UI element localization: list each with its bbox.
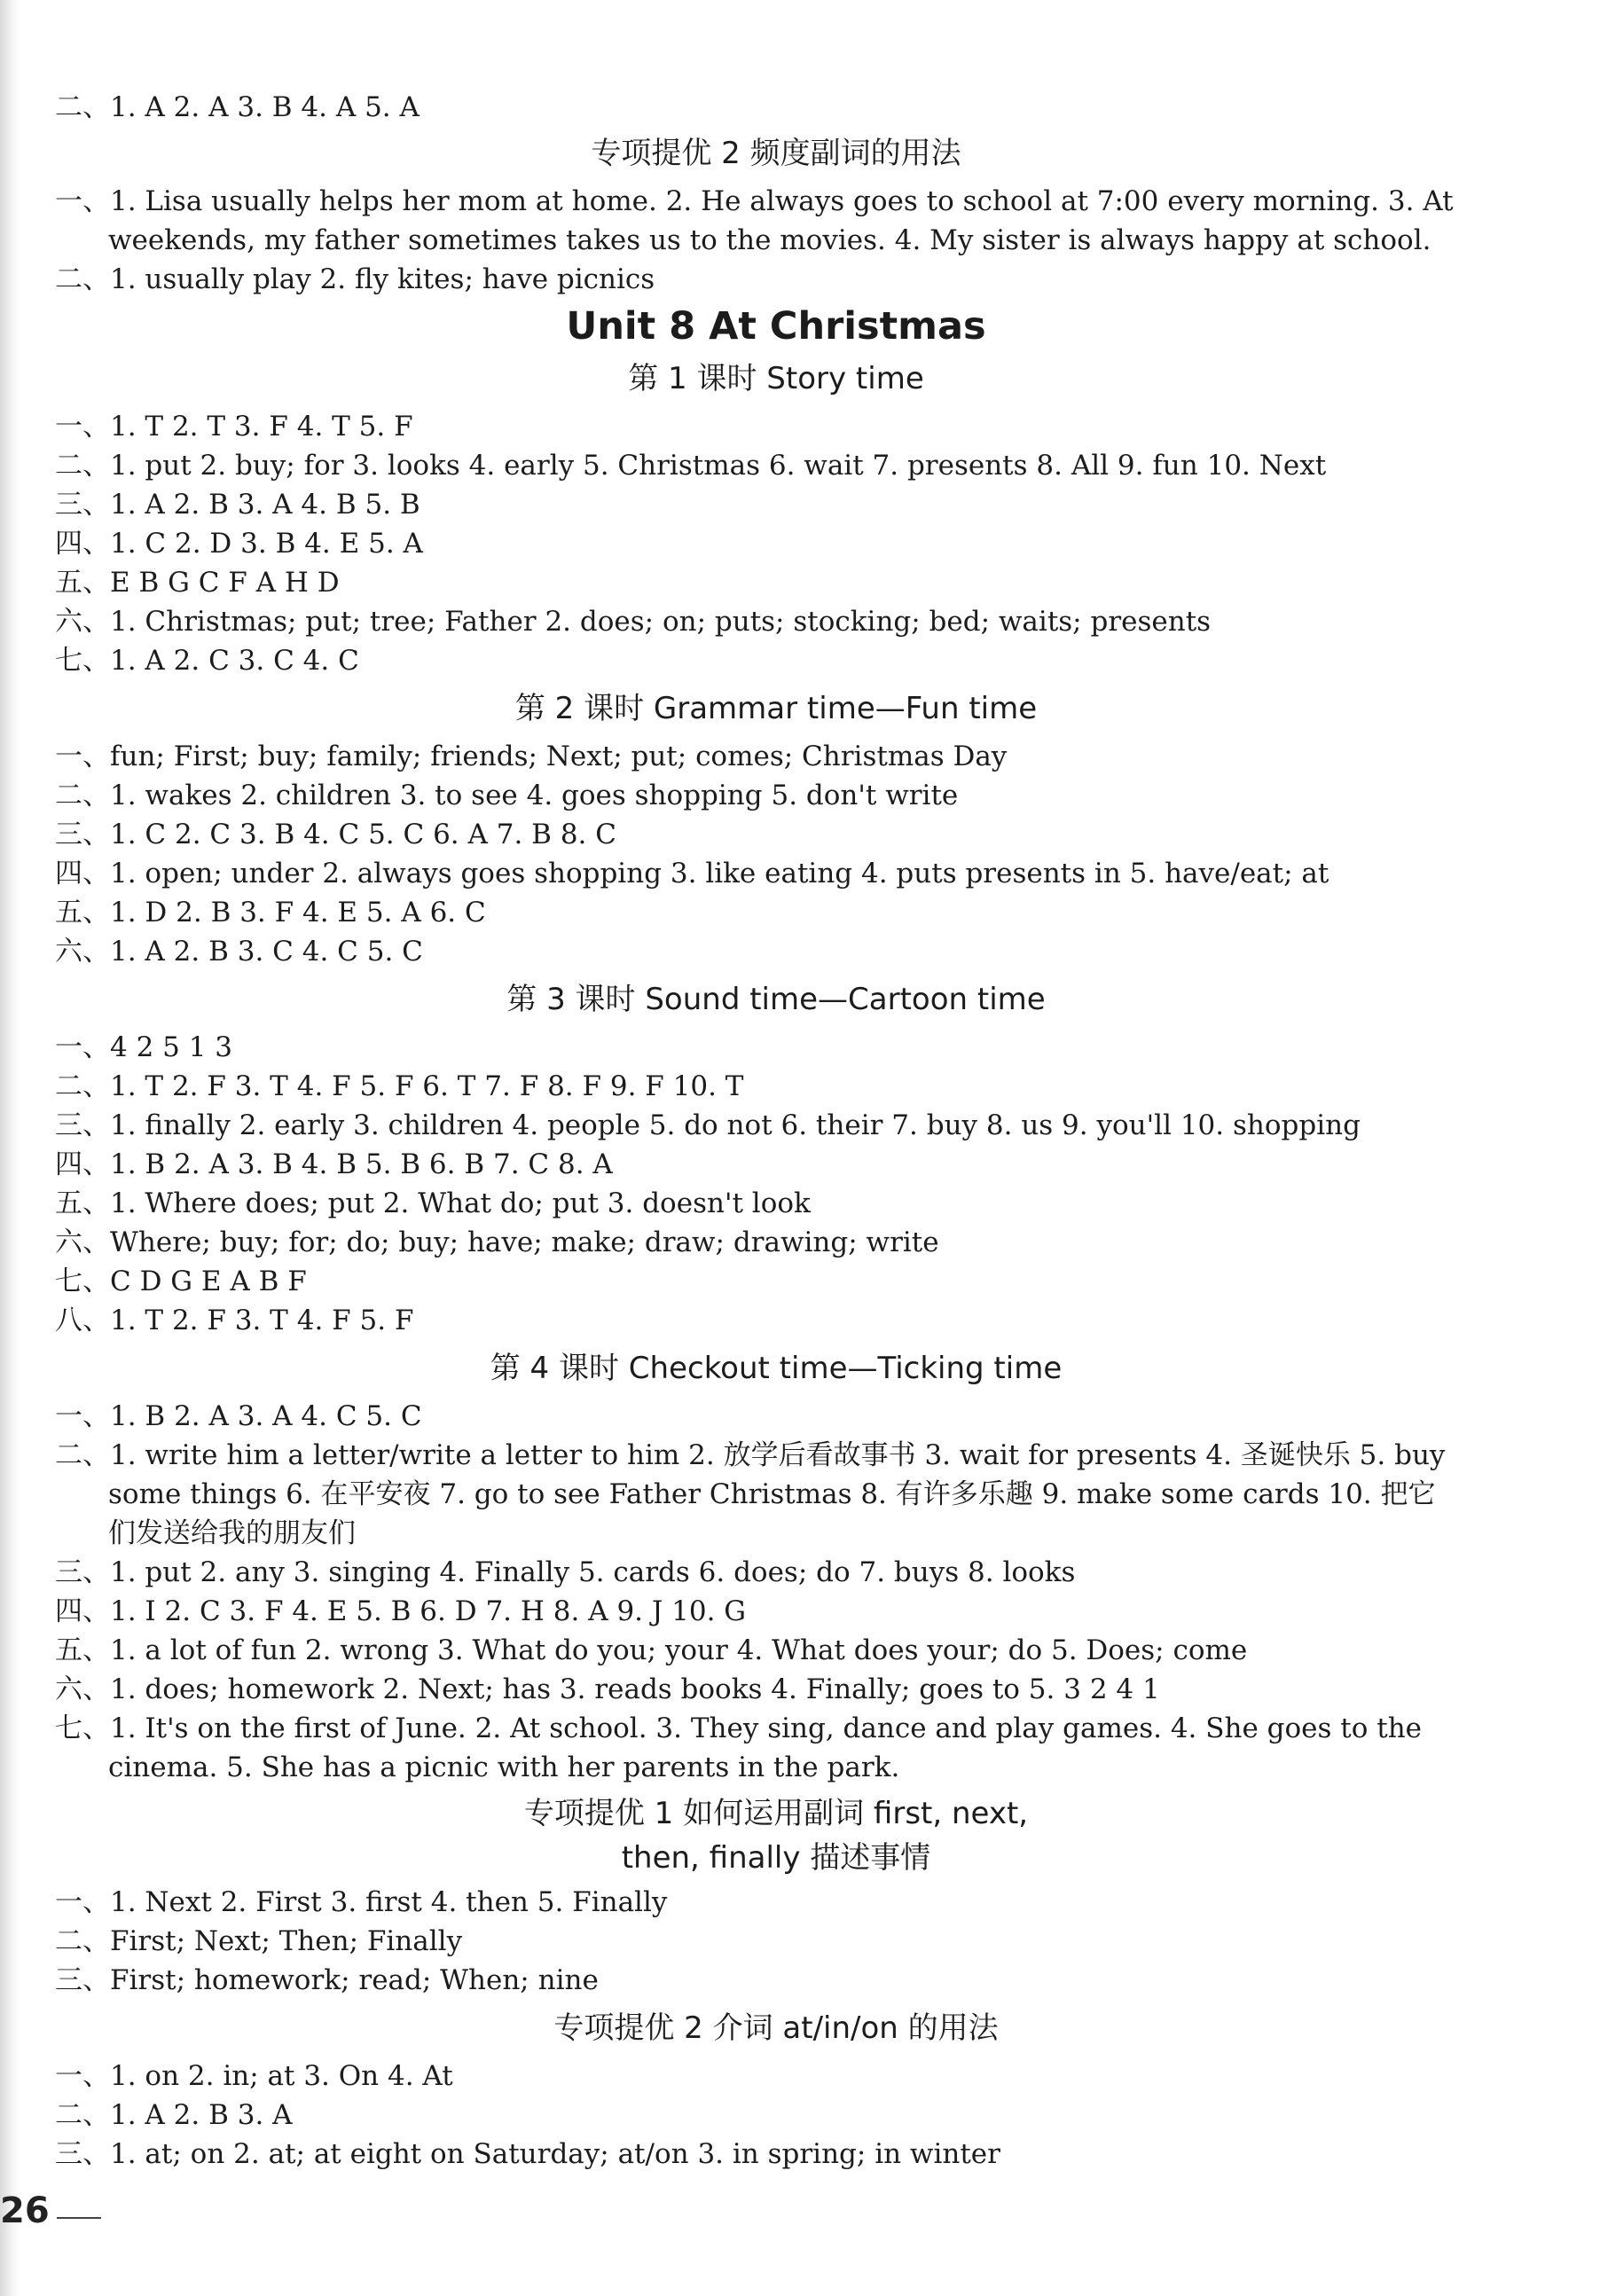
answer-line: 一、fun; First; buy; family; friends; Next; put; comes; Christmas Day [55,741,1008,772]
page-number-rule [57,2217,101,2219]
answer-line: 二、1. T 2. F 3. T 4. F 5. F 6. T 7. F 8. F 9. F 10. T [55,1070,744,1102]
answer-line: 七、C D G E A B F [55,1266,307,1297]
answer-line-continued: weekends, my father sometimes takes us to the movies. 4. My sister is always happy at school. [108,224,1431,256]
answer-line-continued: cinema. 5. She has a picnic with her parents in the park. [108,1751,900,1783]
answer-line: 四、1. B 2. A 3. B 4. B 5. B 6. B 7. C 8. A [55,1148,613,1180]
answer-line: 七、1. A 2. C 3. C 4. C [55,645,359,677]
answer-line: 一、1. B 2. A 3. A 4. C 5. C [55,1400,422,1432]
answer-line: 三、1. A 2. B 3. A 4. B 5. B [55,489,420,521]
answer-line: 二、1. A 2. A 3. B 4. A 5. A [55,91,420,123]
section-heading: 专项提优 2 频度副词的用法 [591,136,961,171]
answer-line: 三、1. put 2. any 3. singing 4. Finally 5. cards 6. does; do 7. buys 8. looks [55,1556,1076,1588]
answer-line: 三、1. at; on 2. at; at eight on Saturday; at/on 3. in spring; in winter [55,2138,1000,2170]
answer-line: 五、1. a lot of fun 2. wrong 3. What do you; your 4. What does your; do 5. Does; come [55,1634,1248,1666]
answer-line: 一、4 2 5 1 3 [55,1031,233,1063]
answer-line: 六、1. Christmas; put; tree; Father 2. does; on; puts; stocking; bed; waits; presents [55,606,1212,638]
answer-line: 二、1. usually play 2. fly kites; have picnics [55,263,655,295]
answer-line: 二、1. wakes 2. children 3. to see 4. goes shopping 5. don't write [55,780,959,811]
answer-line: 一、1. T 2. T 3. F 4. T 5. F [55,411,413,443]
answer-line-continued: some things 6. 在平安夜 7. go to see Father Christmas 8. 有许多乐趣 9. make some cards 10. 把它 [108,1478,1436,1510]
section-heading: 专项提优 2 介词 at/in/on 的用法 [553,2010,999,2046]
lesson-heading: 第 1 课时 Story time [628,361,924,396]
lesson-heading: 第 3 课时 Sound time—Cartoon time [506,982,1046,1017]
answer-line-continued: 们发送给我的朋友们 [108,1517,356,1549]
answer-line: 四、1. I 2. C 3. F 4. E 5. B 6. D 7. H 8. A 9. J 10. G [55,1595,747,1627]
answer-line: 二、1. write him a letter/write a letter to him 2. 放学后看故事书 3. wait for presents 4. 圣诞快乐 5. buy [55,1439,1446,1471]
answer-line: 二、1. put 2. buy; for 3. looks 4. early 5. Christmas 6. wait 7. presents 8. All 9. fun 10. Next [55,450,1327,482]
section-heading: 专项提优 1 如何运用副词 first, next, [523,1796,1029,1831]
answer-line: 六、1. does; homework 2. Next; has 3. reads books 4. Finally; goes to 5. 3 2 4 1 [55,1673,1160,1705]
answer-line: 三、First; homework; read; When; nine [55,1964,599,1996]
answer-line: 四、1. C 2. D 3. B 4. E 5. A [55,528,423,560]
section-heading-continued: then, finally 描述事情 [621,1840,931,1876]
answer-line: 五、E B G C F A H D [55,567,340,599]
answer-line: 六、1. A 2. B 3. C 4. C 5. C [55,936,423,968]
answer-line: 一、1. on 2. in; at 3. On 4. At [55,2060,453,2092]
lesson-heading: 第 2 课时 Grammar time—Fun time [514,691,1038,726]
answer-line: 五、1. D 2. B 3. F 4. E 5. A 6. C [55,897,486,929]
answer-line: 六、Where; buy; for; do; buy; have; make; draw; drawing; write [55,1226,939,1258]
unit-title: Unit 8 At Christmas [566,304,986,349]
page-number: 26 [0,2190,50,2231]
answer-line: 二、First; Next; Then; Finally [55,1925,463,1957]
answer-line: 一、1. Lisa usually helps her mom at home. 2. He always goes to school at 7:00 every morning. 3. At [55,185,1454,217]
answer-line: 四、1. open; under 2. always goes shopping 3. like eating 4. puts presents in 5. have/eat; at [55,858,1329,889]
answer-line: 三、1. finally 2. early 3. children 4. people 5. do not 6. their 7. buy 8. us 9. you'll 10. shopping [55,1109,1361,1141]
lesson-heading: 第 4 课时 Checkout time—Ticking time [490,1351,1063,1386]
answer-line: 五、1. Where does; put 2. What do; put 3. doesn't look [55,1187,811,1219]
answer-line: 三、1. C 2. C 3. B 4. C 5. C 6. A 7. B 8. C [55,819,616,850]
answer-line: 七、1. It's on the first of June. 2. At school. 3. They sing, dance and play games. 4. She goes to the [55,1712,1423,1744]
answer-line: 二、1. A 2. B 3. A [55,2099,293,2131]
answer-line: 八、1. T 2. F 3. T 4. F 5. F [55,1305,414,1336]
answer-line: 一、1. Next 2. First 3. first 4. then 5. Finally [55,1886,668,1918]
